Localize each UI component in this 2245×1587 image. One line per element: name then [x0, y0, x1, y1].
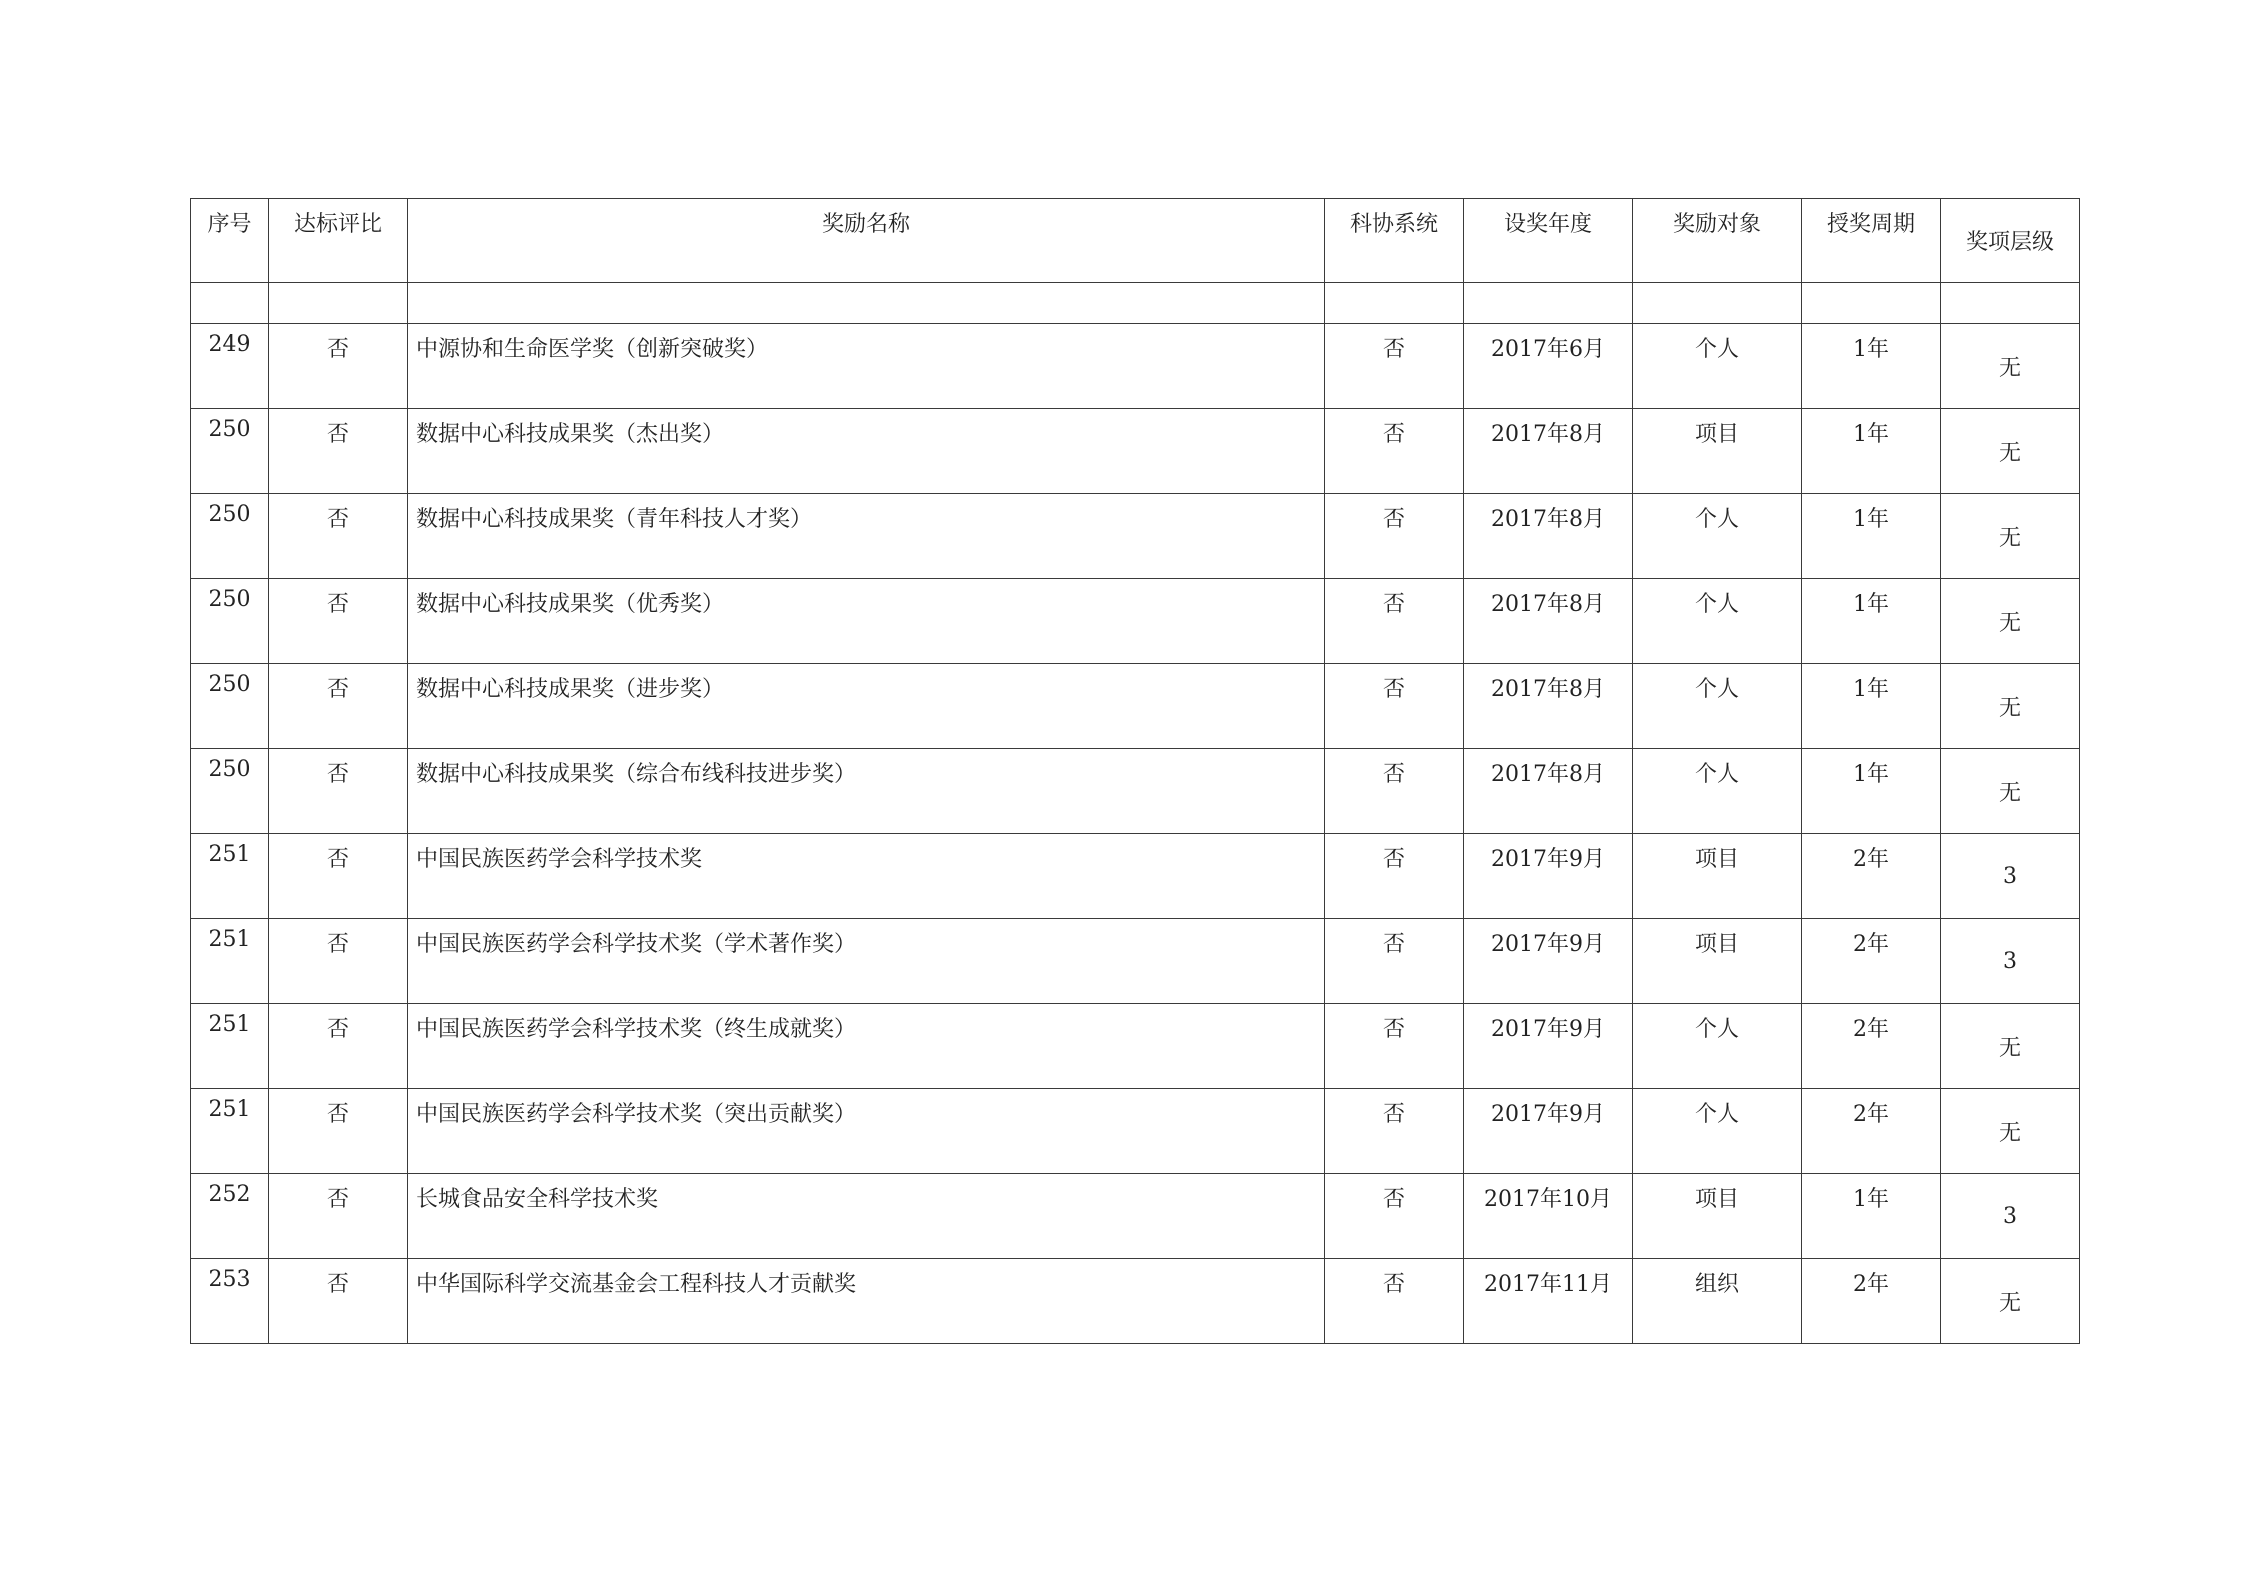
- cell-year: 2017年6月: [1464, 324, 1633, 409]
- cell-cycle: 1年: [1802, 409, 1941, 494]
- cell-cycle: 2年: [1802, 834, 1941, 919]
- cell-system: 否: [1325, 494, 1464, 579]
- cell-level: 无: [1941, 749, 2080, 834]
- empty-cell: [1633, 283, 1802, 324]
- table-row: [191, 494, 2080, 579]
- cell-year: 2017年8月: [1464, 579, 1633, 664]
- cell-qualified: 否: [269, 579, 408, 664]
- cell-year: 2017年8月: [1464, 494, 1633, 579]
- cell-system: 否: [1325, 1259, 1464, 1344]
- cell-name: 中华国际科学交流基金会工程科技人才贡献奖: [408, 1259, 1325, 1344]
- cell-level: 3: [1941, 1174, 2080, 1259]
- header-cycle: 授奖周期: [1802, 199, 1941, 283]
- cell-year: 2017年9月: [1464, 834, 1633, 919]
- cell-index: 251: [191, 1089, 269, 1174]
- cell-index: 250: [191, 579, 269, 664]
- cell-index: 253: [191, 1259, 269, 1344]
- table-row: [191, 579, 2080, 664]
- cell-cycle: 1年: [1802, 664, 1941, 749]
- header-year: 设奖年度: [1464, 199, 1633, 283]
- cell-cycle: 1年: [1802, 579, 1941, 664]
- cell-level: 3: [1941, 834, 2080, 919]
- table-row: [191, 834, 2080, 919]
- cell-name: 中国民族医药学会科学技术奖（突出贡献奖）: [408, 1089, 1325, 1174]
- cell-level: 无: [1941, 1259, 2080, 1344]
- cell-target: 个人: [1633, 494, 1802, 579]
- cell-cycle: 1年: [1802, 749, 1941, 834]
- cell-qualified: 否: [269, 1089, 408, 1174]
- table-row: [191, 1004, 2080, 1089]
- cell-system: 否: [1325, 919, 1464, 1004]
- cell-cycle: 2年: [1802, 919, 1941, 1004]
- cell-cycle: 1年: [1802, 1174, 1941, 1259]
- cell-system: 否: [1325, 749, 1464, 834]
- empty-cell: [1941, 283, 2080, 324]
- header-target: 奖励对象: [1633, 199, 1802, 283]
- award-table: [190, 198, 2080, 1344]
- cell-index: 251: [191, 1004, 269, 1089]
- cell-index: 250: [191, 749, 269, 834]
- cell-level: 无: [1941, 579, 2080, 664]
- cell-year: 2017年9月: [1464, 1004, 1633, 1089]
- cell-qualified: 否: [269, 1174, 408, 1259]
- cell-name: 数据中心科技成果奖（综合布线科技进步奖）: [408, 749, 1325, 834]
- cell-name: 中源协和生命医学奖（创新突破奖）: [408, 324, 1325, 409]
- cell-cycle: 2年: [1802, 1259, 1941, 1344]
- cell-cycle: 2年: [1802, 1004, 1941, 1089]
- cell-target: 个人: [1633, 324, 1802, 409]
- cell-year: 2017年8月: [1464, 409, 1633, 494]
- empty-cell: [1802, 283, 1941, 324]
- cell-level: 3: [1941, 919, 2080, 1004]
- cell-qualified: 否: [269, 494, 408, 579]
- cell-level: 无: [1941, 324, 2080, 409]
- cell-year: 2017年8月: [1464, 749, 1633, 834]
- cell-level: 无: [1941, 664, 2080, 749]
- cell-system: 否: [1325, 834, 1464, 919]
- cell-name: 数据中心科技成果奖（杰出奖）: [408, 409, 1325, 494]
- cell-year: 2017年10月: [1464, 1174, 1633, 1259]
- cell-year: 2017年9月: [1464, 919, 1633, 1004]
- table-row: [191, 1174, 2080, 1259]
- cell-target: 个人: [1633, 579, 1802, 664]
- empty-cell: [269, 283, 408, 324]
- cell-name: 中国民族医药学会科学技术奖（终生成就奖）: [408, 1004, 1325, 1089]
- empty-cell: [1325, 283, 1464, 324]
- table-row: [191, 1089, 2080, 1174]
- cell-target: 项目: [1633, 1174, 1802, 1259]
- table-row: [191, 664, 2080, 749]
- cell-qualified: 否: [269, 409, 408, 494]
- cell-qualified: 否: [269, 834, 408, 919]
- empty-cell: [408, 283, 1325, 324]
- cell-cycle: 2年: [1802, 1089, 1941, 1174]
- cell-system: 否: [1325, 664, 1464, 749]
- cell-index: 250: [191, 664, 269, 749]
- cell-target: 个人: [1633, 1089, 1802, 1174]
- empty-cell: [1464, 283, 1633, 324]
- cell-index: 251: [191, 919, 269, 1004]
- cell-system: 否: [1325, 579, 1464, 664]
- cell-level: 无: [1941, 1004, 2080, 1089]
- table-row: [191, 324, 2080, 409]
- cell-qualified: 否: [269, 324, 408, 409]
- cell-system: 否: [1325, 1089, 1464, 1174]
- cell-system: 否: [1325, 324, 1464, 409]
- cell-name: 长城食品安全科学技术奖: [408, 1174, 1325, 1259]
- cell-year: 2017年11月: [1464, 1259, 1633, 1344]
- table-row: [191, 1259, 2080, 1344]
- header-index: 序号: [191, 199, 269, 283]
- header-level: 奖项层级: [1941, 199, 2080, 283]
- table-header-row: [191, 199, 2080, 283]
- cell-qualified: 否: [269, 1259, 408, 1344]
- cell-year: 2017年8月: [1464, 664, 1633, 749]
- cell-target: 个人: [1633, 664, 1802, 749]
- table-row: [191, 919, 2080, 1004]
- cell-qualified: 否: [269, 919, 408, 1004]
- header-system: 科协系统: [1325, 199, 1464, 283]
- cell-target: 项目: [1633, 409, 1802, 494]
- cell-qualified: 否: [269, 1004, 408, 1089]
- cell-cycle: 1年: [1802, 494, 1941, 579]
- cell-system: 否: [1325, 1174, 1464, 1259]
- cell-name: 数据中心科技成果奖（优秀奖）: [408, 579, 1325, 664]
- header-name: 奖励名称: [408, 199, 1325, 283]
- cell-level: 无: [1941, 409, 2080, 494]
- cell-name: 数据中心科技成果奖（进步奖）: [408, 664, 1325, 749]
- cell-system: 否: [1325, 409, 1464, 494]
- cell-index: 250: [191, 494, 269, 579]
- cell-index: 252: [191, 1174, 269, 1259]
- cell-qualified: 否: [269, 749, 408, 834]
- cell-qualified: 否: [269, 664, 408, 749]
- header-qualified: 达标评比: [269, 199, 408, 283]
- cell-level: 无: [1941, 1089, 2080, 1174]
- cell-cycle: 1年: [1802, 324, 1941, 409]
- cell-target: 项目: [1633, 834, 1802, 919]
- cell-index: 250: [191, 409, 269, 494]
- cell-name: 中国民族医药学会科学技术奖: [408, 834, 1325, 919]
- cell-level: 无: [1941, 494, 2080, 579]
- cell-index: 249: [191, 324, 269, 409]
- cell-year: 2017年9月: [1464, 1089, 1633, 1174]
- empty-cell: [191, 283, 269, 324]
- cell-target: 项目: [1633, 919, 1802, 1004]
- cell-index: 251: [191, 834, 269, 919]
- cell-system: 否: [1325, 1004, 1464, 1089]
- cell-target: 个人: [1633, 749, 1802, 834]
- cell-target: 个人: [1633, 1004, 1802, 1089]
- empty-row: [191, 283, 2080, 324]
- table-row: [191, 749, 2080, 834]
- table-body: [191, 283, 2080, 1344]
- cell-name: 中国民族医药学会科学技术奖（学术著作奖）: [408, 919, 1325, 1004]
- cell-target: 组织: [1633, 1259, 1802, 1344]
- cell-name: 数据中心科技成果奖（青年科技人才奖）: [408, 494, 1325, 579]
- table-row: [191, 409, 2080, 494]
